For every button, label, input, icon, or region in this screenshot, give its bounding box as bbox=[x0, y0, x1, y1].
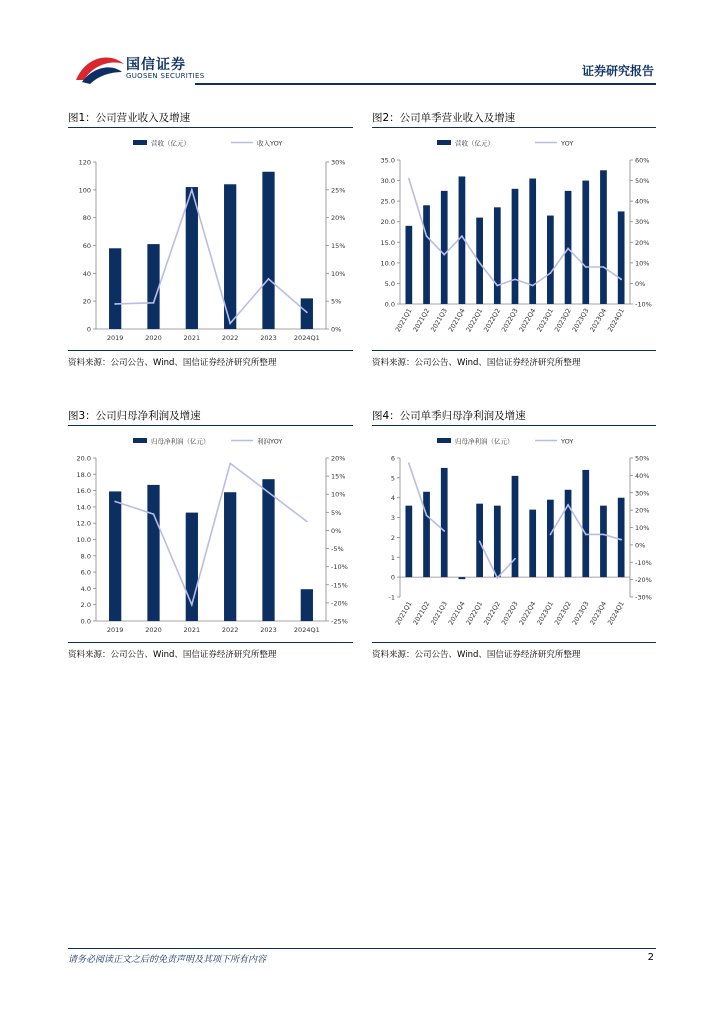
page-number: 2 bbox=[647, 952, 654, 963]
right-tick-label: -20% bbox=[635, 576, 652, 585]
left-tick-label: 6.0 bbox=[80, 568, 91, 577]
right-tick-label: 0% bbox=[635, 279, 646, 288]
x-tick-label: 2021 bbox=[183, 334, 201, 342]
left-tick-label: 10.0 bbox=[76, 536, 91, 544]
bar-2020 bbox=[147, 485, 159, 621]
right-tick-label: 5% bbox=[331, 508, 342, 517]
figure-4-top-rule bbox=[372, 425, 656, 426]
figure-2-source: 资料来源：公司公告、Wind、国信证券经济研究所整理 bbox=[372, 358, 581, 368]
right-tick-label: 20% bbox=[635, 506, 650, 515]
x-tick-label: 2023Q2 bbox=[552, 307, 573, 334]
x-tick-label: 2021 bbox=[183, 626, 201, 634]
figure-2-chart bbox=[372, 132, 656, 347]
left-tick-label: 0 bbox=[86, 325, 91, 334]
x-tick-label: 2020 bbox=[145, 334, 162, 342]
left-tick-label: 0 bbox=[390, 573, 395, 582]
bar-2022Q1 bbox=[476, 504, 483, 577]
x-tick-label: 2024Q1 bbox=[606, 307, 626, 334]
x-tick-label: 2024Q1 bbox=[606, 600, 626, 627]
left-tick-label: 20.0 bbox=[76, 454, 91, 463]
left-tick-label: 100 bbox=[78, 186, 91, 195]
left-tick-label: 20.0 bbox=[380, 218, 395, 227]
x-tick-label: 2023Q4 bbox=[588, 307, 609, 334]
x-tick-label: 2023Q1 bbox=[535, 307, 556, 334]
x-tick-label: 2022 bbox=[221, 626, 239, 634]
x-tick-label: 2024Q1 bbox=[293, 334, 320, 342]
figure-3-source: 资料来源：公司公告、Wind、国信证券经济研究所整理 bbox=[68, 650, 277, 660]
left-tick-label: 5 bbox=[390, 474, 395, 483]
x-tick-label: 2023Q2 bbox=[552, 600, 573, 627]
bar-2021Q2 bbox=[423, 205, 430, 304]
left-tick-label: 0.0 bbox=[80, 617, 91, 626]
left-tick-label: 4.0 bbox=[80, 584, 91, 593]
right-tick-label: -5% bbox=[331, 545, 344, 554]
x-tick-label: 2021Q4 bbox=[446, 600, 467, 627]
x-tick-label: 2019 bbox=[106, 626, 124, 634]
legend-bar-swatch bbox=[133, 140, 147, 145]
x-tick-label: 2023Q3 bbox=[570, 307, 591, 334]
left-tick-label: 18.0 bbox=[76, 470, 91, 479]
bar-2024Q1 bbox=[618, 498, 625, 577]
x-tick-label: 2023Q1 bbox=[535, 600, 556, 627]
figure-4-bottom-rule bbox=[372, 642, 656, 643]
header-divider bbox=[195, 83, 656, 85]
left-tick-label: 8.0 bbox=[80, 552, 91, 561]
right-tick-label: 30% bbox=[331, 158, 346, 167]
x-tick-label: 2023 bbox=[260, 626, 277, 634]
right-tick-label: 15% bbox=[331, 242, 346, 250]
x-tick-label: 2021Q2 bbox=[411, 600, 432, 627]
figure-2-title: 图2：公司单季营业收入及增速 bbox=[372, 112, 516, 124]
right-tick-label: 10% bbox=[331, 490, 346, 499]
x-tick-label: 2022Q4 bbox=[517, 600, 538, 627]
figure-1-top-rule bbox=[68, 127, 353, 128]
right-tick-label: -10% bbox=[331, 563, 348, 572]
bar-2023Q1 bbox=[547, 216, 554, 304]
bar-2023Q3 bbox=[582, 470, 589, 577]
x-tick-label: 2023 bbox=[260, 334, 277, 342]
left-tick-label: 4 bbox=[390, 494, 395, 503]
figure-1-bottom-rule bbox=[68, 350, 353, 351]
bar-2022Q2 bbox=[494, 506, 501, 577]
figure-3-top-rule bbox=[68, 425, 353, 426]
right-tick-label: 40% bbox=[635, 471, 650, 480]
left-tick-label: 12.0 bbox=[76, 519, 91, 528]
right-tick-label: 10% bbox=[635, 524, 650, 532]
figure-3-bottom-rule bbox=[68, 642, 353, 643]
x-tick-label: 2019 bbox=[106, 334, 124, 342]
left-tick-label: -1 bbox=[388, 593, 395, 602]
right-tick-label: -25% bbox=[331, 617, 348, 626]
bar-2021Q1 bbox=[405, 506, 412, 577]
figure-3-chart bbox=[68, 430, 353, 640]
legend-line-label: 收入YOY bbox=[257, 139, 283, 148]
x-tick-label: 2022Q1 bbox=[464, 600, 485, 627]
bar-2019 bbox=[109, 491, 121, 621]
legend-bar-label: 归母净利润（亿元） bbox=[455, 437, 514, 446]
right-tick-label: 0% bbox=[331, 325, 342, 334]
right-tick-label: 10% bbox=[635, 259, 650, 268]
left-tick-label: 2 bbox=[390, 533, 395, 542]
figure-1-title: 图1：公司营业收入及增速 bbox=[68, 112, 191, 124]
right-tick-label: 5% bbox=[331, 297, 342, 306]
x-tick-label: 2022Q2 bbox=[482, 600, 503, 627]
left-tick-label: 10.0 bbox=[380, 259, 395, 268]
bar-2023 bbox=[262, 172, 274, 329]
bar-2024Q1 bbox=[618, 211, 625, 304]
figure-1-chart bbox=[68, 132, 353, 347]
left-tick-label: 16.0 bbox=[76, 487, 91, 496]
figure-2-bottom-rule bbox=[372, 350, 656, 351]
x-tick-label: 2022Q1 bbox=[464, 307, 485, 334]
yoy-line-segment bbox=[115, 190, 307, 324]
footer-divider bbox=[68, 948, 656, 949]
bar-2023Q4 bbox=[600, 506, 607, 577]
figure-4-chart bbox=[372, 430, 656, 640]
left-tick-label: 5.0 bbox=[384, 279, 395, 288]
legend-line-label: 利润YOY bbox=[257, 437, 283, 446]
bar-2021Q2 bbox=[423, 492, 430, 577]
bar-2020 bbox=[147, 244, 159, 329]
left-tick-label: 40 bbox=[82, 269, 91, 278]
right-tick-label: 0% bbox=[635, 541, 646, 550]
right-tick-label: 25% bbox=[331, 186, 346, 195]
right-tick-label: 40% bbox=[635, 197, 650, 206]
bar-2023 bbox=[262, 479, 274, 621]
left-tick-label: 14.0 bbox=[76, 503, 91, 512]
left-tick-label: 20 bbox=[82, 297, 91, 306]
left-tick-label: 2.0 bbox=[80, 601, 91, 610]
x-tick-label: 2022Q3 bbox=[499, 307, 520, 334]
legend-bar-swatch bbox=[133, 438, 147, 443]
bar-2024Q1 bbox=[301, 589, 313, 621]
left-tick-label: 30.0 bbox=[380, 177, 395, 186]
left-tick-label: 3 bbox=[390, 514, 395, 523]
left-tick-label: 1 bbox=[390, 553, 395, 562]
left-tick-label: 80 bbox=[82, 214, 91, 223]
x-tick-label: 2022Q2 bbox=[482, 307, 503, 334]
x-tick-label: 2021Q3 bbox=[429, 307, 449, 334]
x-tick-label: 2021Q4 bbox=[446, 307, 467, 334]
left-tick-label: 15.0 bbox=[380, 238, 395, 247]
legend-bar-label: 营收（亿元） bbox=[151, 139, 190, 148]
right-tick-label: 20% bbox=[635, 238, 650, 247]
x-tick-label: 2022Q3 bbox=[499, 600, 520, 627]
bar-2021 bbox=[186, 187, 198, 329]
bar-2021Q4 bbox=[459, 577, 466, 579]
x-tick-label: 2021Q3 bbox=[429, 600, 449, 627]
right-tick-label: 15% bbox=[331, 472, 346, 481]
bar-2019 bbox=[109, 248, 121, 329]
right-tick-label: -15% bbox=[331, 581, 348, 590]
bar-2022Q4 bbox=[529, 510, 536, 578]
x-tick-label: 2024Q1 bbox=[293, 626, 320, 634]
right-tick-label: 0% bbox=[331, 526, 342, 535]
left-tick-label: 0.0 bbox=[384, 300, 395, 309]
right-tick-label: 10% bbox=[331, 269, 346, 278]
figure-1-source: 资料来源：公司公告、Wind、国信证券经济研究所整理 bbox=[68, 358, 277, 368]
right-tick-label: 50% bbox=[635, 454, 650, 463]
bar-2023Q4 bbox=[600, 170, 607, 304]
left-tick-label: 6 bbox=[390, 454, 395, 463]
left-tick-label: 25.0 bbox=[380, 197, 395, 206]
bar-2022 bbox=[224, 492, 236, 621]
legend-bar-label: 营收（亿元） bbox=[455, 139, 494, 148]
bar-2022Q2 bbox=[494, 207, 501, 304]
right-tick-label: 60% bbox=[635, 156, 650, 165]
report-type-label: 证券研究报告 bbox=[581, 64, 654, 78]
right-tick-label: -30% bbox=[635, 593, 652, 602]
bar-2021Q1 bbox=[405, 226, 412, 304]
right-tick-label: 20% bbox=[331, 454, 346, 463]
right-tick-label: 50% bbox=[635, 177, 650, 186]
bar-2021Q3 bbox=[441, 468, 448, 577]
yoy-line-segment bbox=[115, 463, 307, 604]
right-tick-label: 20% bbox=[331, 214, 346, 223]
left-tick-label: 60 bbox=[82, 242, 91, 250]
footer-disclaimer: 请务必阅读正文之后的免责声明及其项下所有内容 bbox=[68, 955, 267, 965]
right-tick-label: -20% bbox=[331, 599, 348, 608]
right-tick-label: -10% bbox=[635, 558, 652, 567]
figure-4-source: 资料来源：公司公告、Wind、国信证券经济研究所整理 bbox=[372, 650, 581, 660]
x-tick-label: 2022Q4 bbox=[517, 307, 538, 334]
x-tick-label: 2021Q2 bbox=[411, 307, 432, 334]
left-tick-label: 35.0 bbox=[380, 156, 395, 165]
x-tick-label: 2021Q1 bbox=[393, 307, 414, 334]
bar-2021Q3 bbox=[441, 191, 448, 304]
x-tick-label: 2023Q4 bbox=[588, 600, 609, 627]
logo-en-text: GUOSEN SECURITIES bbox=[126, 72, 205, 80]
logo-cn-text: 国信证券 bbox=[126, 57, 186, 73]
legend-bar-swatch bbox=[437, 140, 451, 145]
x-tick-label: 2022 bbox=[221, 334, 239, 342]
x-tick-label: 2020 bbox=[145, 626, 162, 634]
figure-3-title: 图3：公司归母净利润及增速 bbox=[68, 410, 201, 422]
x-tick-label: 2023Q3 bbox=[570, 600, 591, 627]
bar-2023Q3 bbox=[582, 181, 589, 304]
figure-2-top-rule bbox=[372, 127, 656, 128]
left-tick-label: 120 bbox=[78, 158, 91, 167]
x-tick-label: 2021Q1 bbox=[393, 600, 414, 627]
legend-line-label: YOY bbox=[561, 437, 574, 446]
legend-bar-label: 归母净利润（亿元） bbox=[151, 437, 210, 446]
bar-2023Q2 bbox=[565, 490, 572, 577]
bar-2022Q3 bbox=[512, 189, 519, 304]
right-tick-label: 30% bbox=[635, 218, 650, 227]
bar-2023Q1 bbox=[547, 500, 554, 577]
figure-4-title: 图4：公司单季归母净利润及增速 bbox=[372, 410, 526, 422]
legend-line-label: YOY bbox=[561, 139, 574, 148]
report-header bbox=[0, 0, 724, 90]
legend-bar-swatch bbox=[437, 438, 451, 443]
right-tick-label: -10% bbox=[635, 300, 652, 309]
right-tick-label: 30% bbox=[635, 489, 650, 498]
bar-2024Q1 bbox=[301, 298, 313, 329]
